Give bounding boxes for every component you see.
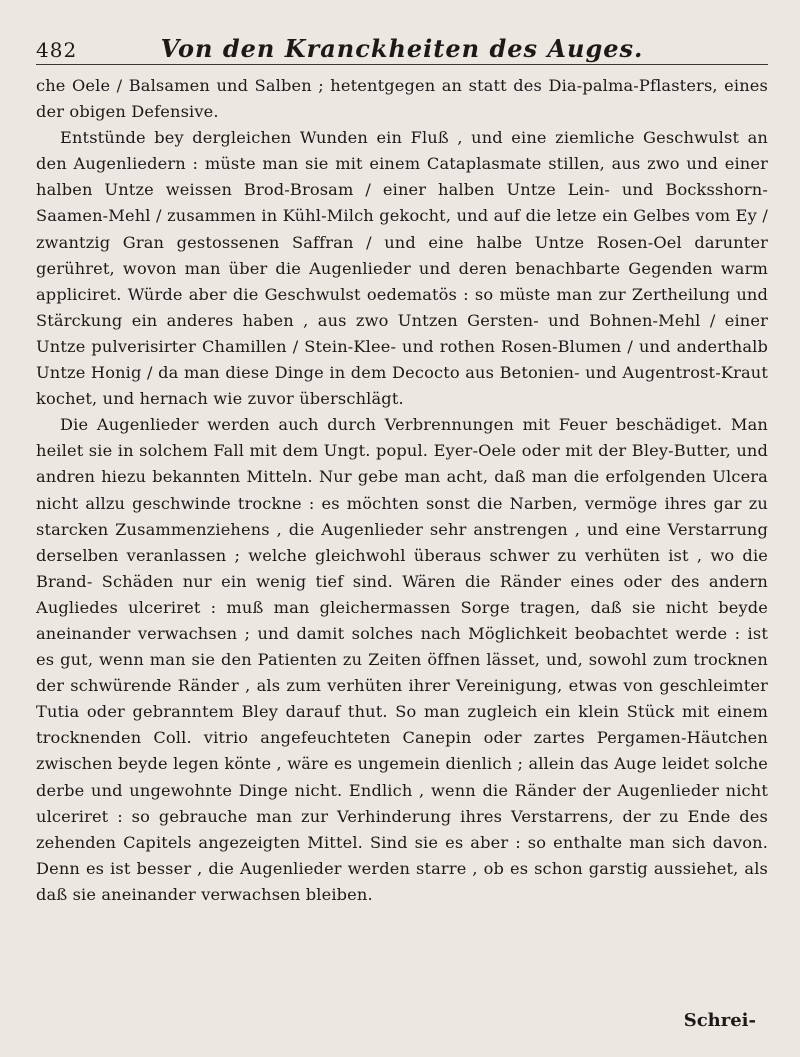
catchword: Schrei- bbox=[683, 1010, 756, 1031]
body-text bbox=[36, 73, 768, 908]
paragraph-continuation: che Oele / Balsamen und Salben ; hetentgegen an statt des Dia-palma-Pflasters, eines der obigen Defensive. bbox=[36, 76, 768, 122]
paragraph-swelling-remedy: Entstünde bey dergleichen Wunden ein Fluß , und eine ziemliche Geschwulst an den Augenliedern : müste man sie mit einem Cataplasmate stillen, aus zwo und einer halben Untze weissen Brod-Brosam / einer halben Untze Lein- und Bocksshorn-Saamen-Mehl / zusammen in Kühl-Milch gekocht, und auf die letze ein Gelbes vom Ey / zwantzig Gran gestossenen Saffran / und eine halbe Untze Rosen-Oel darunter gerühret, wovon man über die Augenlieder und deren benachbarte Gegenden warm appliciret. Würde aber die Geschwulst oedematös : so müste man zur Zertheilung und Stärckung ein anderes haben , aus zwo Untzen Gersten- und Bohnen-Mehl / einer Untze pulverisirter Chamillen / Stein-Klee- und rothen Rosen-Blumen / und anderthalb Untze Honig / da man diese Dinge in dem Decocto aus Betonien- und Augentrost-Kraut kochet, und hernach wie zuvor überschlägt. bbox=[36, 128, 768, 409]
running-head: Von den Kranckheiten des Auges. bbox=[160, 34, 644, 63]
paragraph-burns: Die Augenlieder werden auch durch Verbrennungen mit Feuer beschädiget. Man heilet sie in solchem Fall mit dem Ungt. popul. Eyer-Oele oder mit der Bley-Butter, und andren hiezu bekannten Mitteln. Nur gebe man acht, daß man die erfolgenden Ulcera nicht allzu geschwinde trockne : es möchten sonst die Narben, vermöge ihres gar zu starcken Zusammenziehens , die Augenlieder sehr anstrengen , und eine Verstarrung derselben veranlassen ; welche gleichwohl überaus schwer zu verhüten ist , wo die Brand- Schäden nur ein wenig tief sind. Wären die Ränder eines oder des andern Augliedes ulceriret : muß man gleichermassen Sorge tragen, daß sie nicht beyde aneinander verwachsen ; und damit solches nach Möglichkeit beobachtet werde : ist es gut, wenn man sie den Patienten zu Zeiten öffnen lässet, und, sowohl zum trocknen der schwürende Ränder , als zum verhüten ihrer Vereinigung, etwas von geschleimter Tutia oder gebranntem Bley darauf thut. So man zugleich ein klein Stück mit einem trocknenden Coll. vitrio angefeuchteten Canepin oder zartes Pergamen-Häutchen zwischen beyde legen könte , wäre es ungemein dienlich ; allein das Auge leidet solche derbe und ungewohnte Dinge nicht. Endlich , wenn die Ränder der Augenlieder nicht ulceriret : so gebrauche man zur Verhinderung ihres Verstarrens, der zu Ende des zehenden Capitels angezeigten Mittel. Sind sie es aber : so enthalte man sich davon. Denn es ist besser , die Augenlieder werden starre , ob es schon garstig aussiehet, als daß sie aneinander verwachsen bleiben. bbox=[36, 415, 768, 904]
page-header bbox=[36, 34, 768, 65]
page-number: 482 bbox=[36, 38, 78, 62]
